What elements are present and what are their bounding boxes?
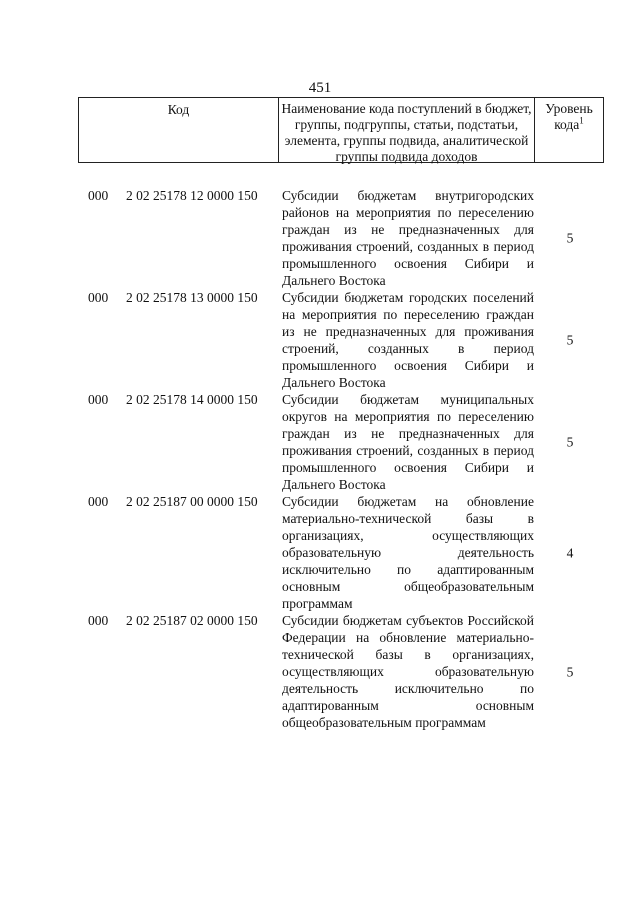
header-level-text: Уровень код (545, 101, 593, 132)
page-number: 451 (308, 80, 332, 96)
row-name: Субсидии бюджетам внутригородских районов на мероприятия по переселению граждан из не предназначенных для проживания строений, созданных в период промышленного освоения Сибири и Дальнего Востока (282, 188, 534, 288)
row-name: Субсидии бюджетам на обновление материально-технической базы в организациях, осуществляющих образовательную деятельность исключительно по адаптированным основным общеобразовательным программам (282, 494, 534, 611)
table-row (0, 612, 640, 731)
row-code: 2 02 25187 00 0000 150 (126, 494, 258, 509)
header-level-suffix: а (573, 117, 580, 132)
row-prefix: 000 (88, 290, 109, 305)
row-level: 5 (566, 664, 574, 679)
table-header (78, 97, 604, 163)
table-row (0, 391, 640, 493)
row-level: 4 (566, 545, 574, 560)
row-name: Субсидии бюджетам городских поселений на мероприятия по переселению граждан из не предназначенных для проживания строений, созданных в период промышленного освоения Сибири и Дальнего Востока (282, 290, 534, 390)
row-name: Субсидии бюджетам субъектов Российской Федерации на обновление материально-технической базы в организациях, осуществляющих образовательную деятельность исключительно по адаптированным основным общеобразовательным программам (282, 613, 534, 730)
row-name: Субсидии бюджетам муниципальных округов на мероприятия по переселению граждан из не предназначенных для проживания строений, созданных в период промышленного освоения Сибири и Дальнего Востока (282, 392, 534, 492)
row-prefix: 000 (88, 188, 109, 203)
header-code: Код (79, 98, 279, 162)
row-code: 2 02 25178 14 0000 150 (126, 392, 258, 407)
row-code: 2 02 25178 13 0000 150 (126, 290, 258, 305)
header-level (535, 98, 603, 162)
table-body (0, 187, 640, 731)
header-name: Наименование кода поступлений в бюджет, группы, подгруппы, статьи, подстатьи, элемента, группы подвида, аналитической группы подвида доходов (279, 98, 535, 162)
header-level-footnote: 1 (579, 115, 584, 126)
table-row (0, 289, 640, 391)
row-prefix: 000 (88, 613, 109, 628)
row-prefix: 000 (88, 494, 109, 509)
row-code: 2 02 25187 02 0000 150 (126, 613, 258, 628)
row-level: 5 (566, 332, 574, 348)
table-row (0, 493, 640, 612)
row-level: 5 (566, 434, 574, 450)
row-level: 5 (566, 230, 574, 246)
row-prefix: 000 (88, 392, 109, 407)
row-code: 2 02 25178 12 0000 150 (126, 188, 258, 203)
table-row (0, 187, 640, 289)
